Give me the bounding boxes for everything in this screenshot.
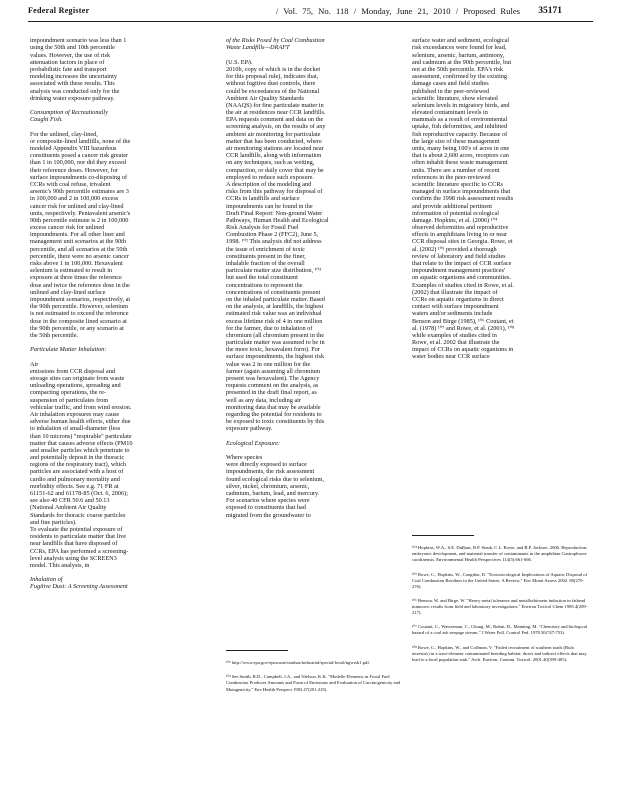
page-number: 35171 xyxy=(538,6,562,16)
text-column-3 xyxy=(412,30,590,368)
publication-name: Federal Register xyxy=(28,6,90,15)
footnotes-column-2 xyxy=(226,644,404,701)
report-title: Inhalation of Fugitive Dust: A Screening Assessment xyxy=(30,576,128,591)
section-heading: Particulate Matter Inhalation: xyxy=(30,346,107,354)
footnote: ¹⁰² http://www.epa.gov/epawaste/nonhaz/industrial/special/fossil/ngwrsk1.pdf. xyxy=(226,660,370,666)
paragraph: surface water and sediment, ecological risk exceedances were found for lead, selenium, arsenic, barium, antimony, and cadmium at the 90th percentile, but not at the 50th percentile. EPA's risk assessment, confirmed by the existing damage cases and field studies published in the peer-reviewed scientific literature, show elevated selenium levels in migratory birds, and elevated contaminant levels in mammals as a result of environmental uptake, fish deformities, and inhibited fish reproductive capacity. Because of the large size of these management units, many being 100's of acres in one that is about 2,600 acres, receptors can often inhabit these waste management units. There are a number of recent references in the peer-reviewed scientific literature specific to CCRs managed in surface impoundments that confirm the 1998 risk assessment results and provide additional pertinent information of potential ecological damage. Hopkins, et al. (2006) ¹⁰⁴ observed deformities and reproductive effects in amphibians living in or near CCR disposal sites in Georgia. Rowe, et al. (2002) ¹⁰⁵ provided a thorough review of laboratory and field studies that relate to the impact of CCR surface impoundment management practices' on aquatic organisms and communities. Examples of studies cited in Rowe, et al. (2002) that illustrate the impact of CCRs on aquatic organisms in direct contact with surface impoundment waters and/or sediments include Benson and Birge (1985), ¹⁰⁶ Coutant, et al. (1978) ¹⁰⁷ and Rowe, et al. (2001), ¹⁰⁸ while examples of studies cited in Rowe, et al. 2002 that illustrate the impact of CCRs on aquatic organisms in water bodies near CCR surface xyxy=(412,37,515,361)
report-title: of the Risks Posed by Coal Combustion Waste Landfills—DRAFT xyxy=(226,37,325,52)
footnote: ¹⁰³ See Smith, R.D., Campbell, J.A., and Nielson, K.K. "Modelle Elements in Fossil Fuel Combustion Produces Amounts and Form of Emissions and Evaluation of Carcinogenicity and Mutagenicity." Env Health Perspect 1983.47(201-225). xyxy=(226,674,401,692)
footnote: ¹⁰⁴ Hopkins, W.A., S.E. DuRant, B.P. Staub, C.L. Rowe, and B.P. Jackson. 2006. Reproduction, embryonic development, and maternal transfer of contaminants in the amphibian Gastrophryne carolinensis. Environmental Health Perspectives 114(5):661-666. xyxy=(412,545,588,563)
paragraph: Where species were directly exposed to surface impoundments, the risk assessment found ecological risks due to selenium, silver, nickel, chromium, arsenic, cadmium, barium, lead, and mercury. For scenarios where species were exposed to constituents that had migrated from the groundwater to xyxy=(226,454,324,519)
section-heading: Consumption of Recreationally Caught Fish. xyxy=(30,109,108,124)
footnote: ¹⁰⁶ Benson, W. and Birge, W. "Heavy metal tolerance and metallothionein induction in fathead minnows: results from field and laboratory investigations." Environ Toxicol Chem 1985.4(209-217). xyxy=(412,597,588,616)
paragraph: For the unlined, clay-lined, or composite-lined landfills, none of the modeled Appendix VIII hazardous constituents posed a cancer risk greater than 1 in 100,000, nor did they exceed their reference doses. However, for surface impoundments co-disposing of CCRs with coal refuse, trivalent arsenic's 90th percentile estimates are 3 in 100,000 and 2 in 100,000 excess cancer risk for unlined and clay-lined units, respectively. Pentavalent arsenic's 90th percentile estimate is 2 in 100,000 excess cancer risk for unlined impoundments. For all other liner and management unit scenarios at the 90th percentile, and all scenarios at the 50th percentile, there were no arsenic cancer risks above 1 in 100,000. Hexavalent selenium is estimated to result in exposure at three times the reference dose and twice the reference dose in the unlined and clay-lined surface impoundment scenarios, respectively, at the 90th percentile. However, selenium is not estimated to exceed the reference dose in the composite lined scenario at the 90th percentile, or any scenario at the 50th percentile. xyxy=(30,130,131,339)
page-header xyxy=(0,6,618,22)
text-column-2 xyxy=(226,30,404,526)
text-column-1 xyxy=(30,30,208,598)
footnote: ¹⁰⁵ Rowe, C., Hopkins, W., Congdon, D. "Ecotoxicological Implications of Aquatic Disposal of Coal Combustion Residues in the United States: A Review." Env Monit Assess 2002. 80(270-276). xyxy=(412,571,588,589)
footnote: ¹⁰⁷ Coutant, C., Wasserman, C., Chung, M., Rubin, D., Manning, M. "Chemistry and biological hazard of a coal ash seepage stream." J Water Poll. Control Fed. 1978.50(747-753). xyxy=(412,624,588,636)
header-rule xyxy=(28,21,593,22)
issue-info: / Vol. 75, No. 118 / Monday, June 21, 2010 / Proposed Rules xyxy=(275,6,520,16)
footnotes-column-3 xyxy=(412,529,590,671)
paragraph: impoundment scenario was less than 1 using the 50th and 10th percentile values. However, the use of risk attenuation factors in place of probabilistic fate and transport modeling increases the uncertainty associated with these results. This analysis was conducted only for the drinking water exposure pathway. xyxy=(30,37,127,102)
paragraph: Air emissions from CCR disposal and storage sites can originate from waste unloading operations, spreading and compacting operations, the re- suspension of particulates from vehicular traffic, and from wind erosion. Air inhalation exposures may cause adverse human health effects, either due to inhalation of small-diameter (less than 10 microns) "respirable" particulate matter that causes adverse effects (PM10 and smaller particles which penetrate to and potentially deposit in the thoracic regions of the respiratory tract), which particles are associated with a host of cardio and pulmonary mortality and morbidity effects. See e.g. 71 FR at 61151-62 and 61178-85 (Oct. 6, 2006); see also 40 CFR 50.6 and 50.13 (National Ambient Air Quality Standards for thoracic coarse particles and fine particles). To evaluate the potential exposure of residents to particulate matter that live near landfills that have disposed of CCRs, EPA has performed a screening- level analysis using the SCREEN3 model. This analysis, in xyxy=(30,360,133,569)
paragraph: (U.S. EPA 2010b, copy of which is in the docket for this proposal rule), indicates that, without fugitive dust controls, there could be exceedances of the National Ambient Air Quality Standards (NAAQS) for fine particulate matter in the air at residences near CCR landfills. EPA requests comment and data on the screening analysis, on the results of any ambient air monitoring for particulate matter that has been conducted, where air monitoring stations are located near CCR landfills, along with information on any techniques, such as wetting, compaction, or daily cover that may be employed to reduce such exposure. A description of the modeling and risks from this pathway for disposal of CCRs in landfills and surface impoundments can be found in the Draft Final Report: Non-ground Water Pathways, Human Health and Ecological Risk Analysis for Fossil Fuel Combustion Phase 2 (FFC2), June 5, 1998. ¹⁰² This analysis did not address the issue of enrichment of toxic constituents present in the finer, inhalable fraction of the overall particulate matter size distribution, ¹⁰³ but used the total constituent concentrations to represent the concentrations of constituents present on the inhaled particulate matter. Based on the analysis, at landfills, the highest estimated risk value was an individual excess lifetime risk of 4 in one million for the farmer, due to inhalation of chromium (all chromium present in the particulate matter was assumed to be in the more toxic, hexavalent form). For surface impoundments, the highest risk value was 2 in one million for the farmer (again assuming all chromium present was hexavalent). The Agency requests comment on the analysis, as presented in the draft final report, as well as any data, including air monitoring data that may be available regarding the potential for residents to be exposed to toxic constituents by this exposure pathway. xyxy=(226,58,329,433)
footnote-rule xyxy=(412,535,474,536)
footnote: ¹⁰⁸ Rowe, C., Hopkins, W., and Coffman, V. "Failed recruitment of southern toads (Bufo terrestris) in a trace-element contaminated breeding habitat: direct and indirect effects that may lead to a local population sink." Arch. Environ. Contam. Toxicol. 2001.40(399-405). xyxy=(412,644,587,662)
section-heading: Ecological Exposure: xyxy=(226,439,281,447)
footnote-rule xyxy=(226,650,288,651)
